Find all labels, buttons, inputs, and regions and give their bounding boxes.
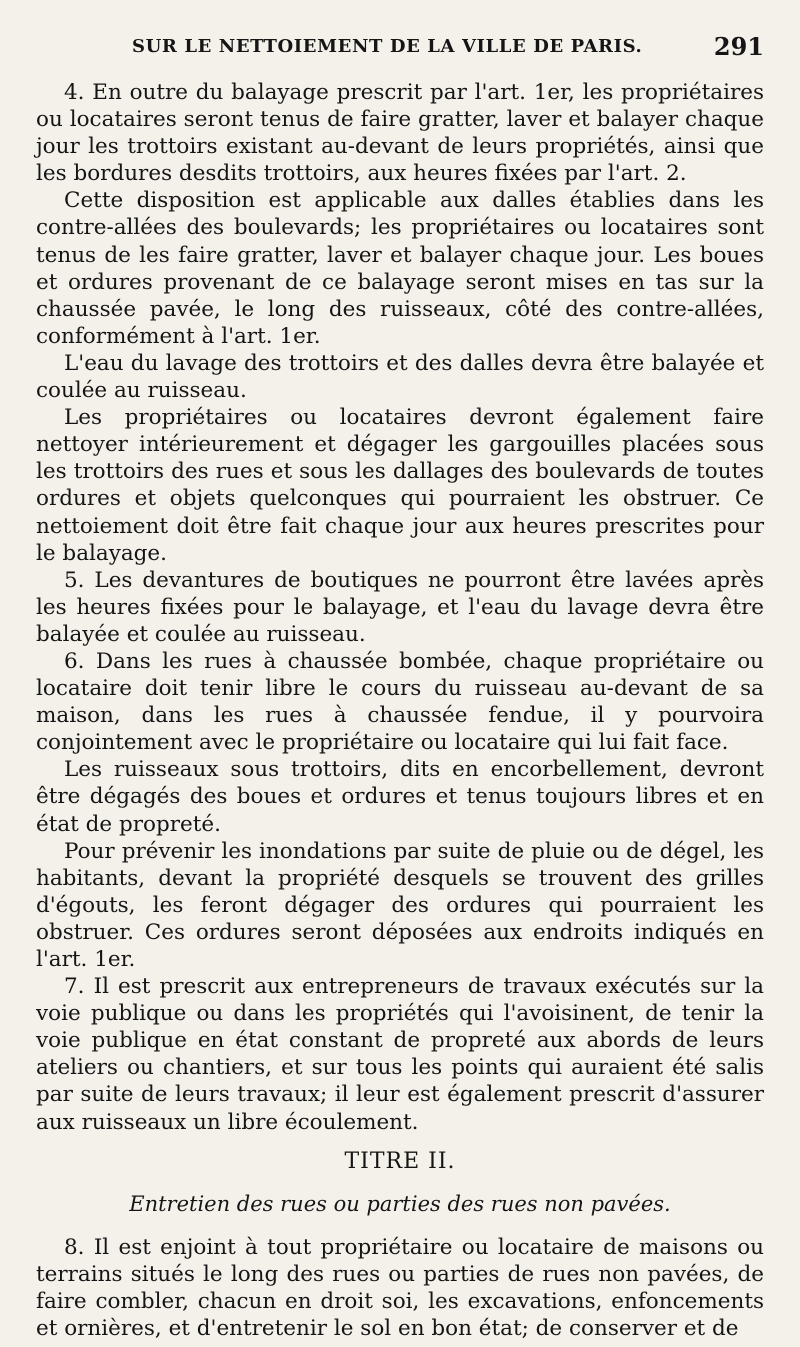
running-title: SUR LE NETTOIEMENT DE LA VILLE DE PARIS. — [132, 36, 643, 57]
paragraph: 6. Dans les rues à chaussée bombée, chaque propriétaire ou locataire doit tenir libre le cours du ruisseau au-devant de sa maison, dans les rues à chaussée fendue, il y pourvoira conjointement avec le propriétaire ou locataire qui lui fait face. — [36, 648, 764, 756]
page-number: 291 — [713, 32, 764, 61]
paragraph: 4. En outre du balayage prescrit par l'art. 1er, les propriétaires ou locataires seront tenus de faire gratter, laver et balayer chaque jour les trottoirs existant au-devant de leurs propriétés, ainsi que les bordures desdits trottoirs, aux heures fixées par l'art. 2. — [36, 80, 764, 187]
paragraph: Pour prévenir les inondations par suite de pluie ou de dégel, les habitants, devant la propriété desquels se trouvent des grilles d'égouts, les feront dégager des ordures qui pourraient les obstruer. Ces ordures seront déposées aux endroits indiqués en l'art. 1er. — [36, 838, 764, 972]
paragraph: Cette disposition est applicable aux dalles établies dans les contre-allées des boulevards; les propriétaires ou locataires sont tenus de les faire gratter, laver et balayer chaque jour. Les boues et ordures provenant de ce balayage seront mises en tas sur la chaussée pavée, le long des ruisseaux, côté des contre-allées, conformément à l'art. 1er. — [36, 188, 764, 349]
paragraph: Les ruisseaux sous trottoirs, dits en encorbellement, devront être dégagés des boues et ordures et tenus toujours libres et en état de propreté. — [36, 757, 764, 837]
section-subtitle: Entretien des rues ou parties des rues non pavées. — [129, 1191, 671, 1216]
page-header — [36, 32, 764, 70]
body-text — [36, 79, 764, 1342]
paragraph: 5. Les devantures de boutiques ne pourront être lavées après les heures fixées pour le balayage, et l'eau du lavage devra être balayée et coulée au ruisseau. — [36, 567, 764, 647]
section-title: TITRE II. — [344, 1148, 456, 1174]
paragraph: L'eau du lavage des trottoirs et des dalles devra être balayée et coulée au ruisseau. — [36, 350, 764, 404]
paragraph: Les propriétaires ou locataires devront également faire nettoyer intérieurement et dégager les gargouilles placées sous les trottoirs des rues et sous les dallages des boulevards de toutes ordures et objets quelconques qui pourraient les obstruer. Ce nettoiement doit être fait chaque jour aux heures prescrites pour le balayage. — [36, 405, 764, 566]
paragraph: 8. Il est enjoint à tout propriétaire ou locataire de maisons ou terrains situés le long des rues ou parties de rues non pavées, de faire combler, chacun en droit soi, les excavations, enfoncements et ornières, et d'entretenir le sol en bon état; de conserver et de — [36, 1234, 764, 1342]
paragraph: 7. Il est prescrit aux entrepreneurs de travaux exécutés sur la voie publique ou dans les propriétés qui l'avoisinent, de tenir la voie publique en état constant de propreté aux abords de leurs ateliers ou chantiers, et sur tous les points qui auraient été salis par suite de leurs travaux; il leur est également prescrit d'assurer aux ruisseaux un libre écoulement. — [36, 974, 764, 1135]
